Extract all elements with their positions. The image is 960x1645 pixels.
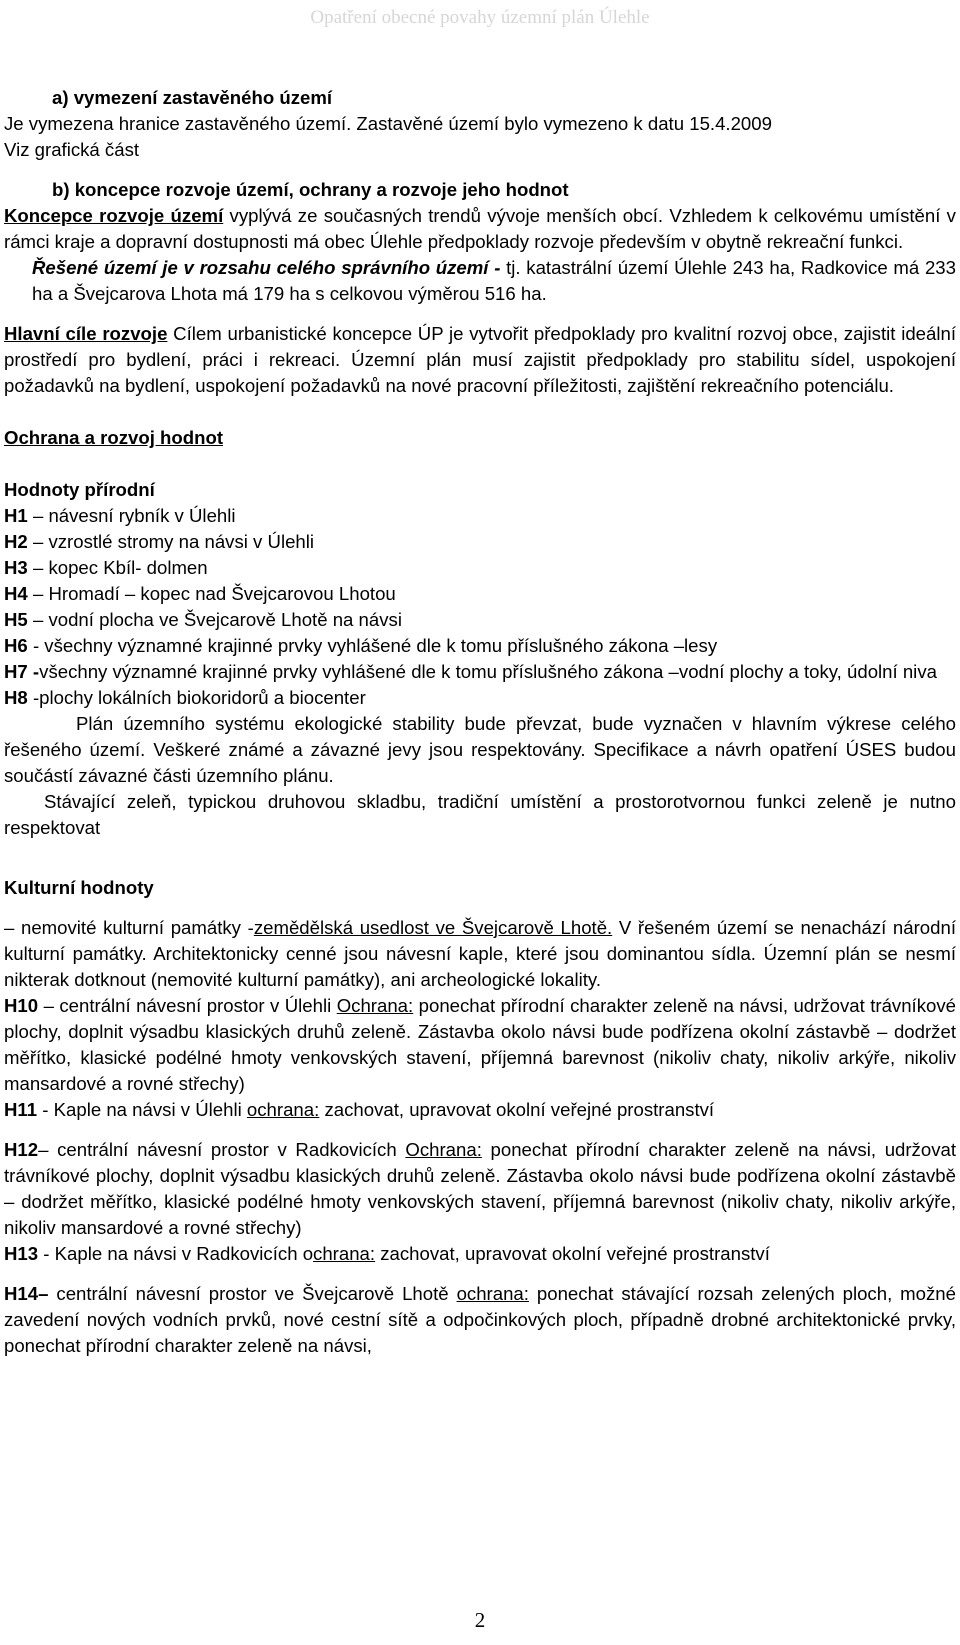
- goals-label: Hlavní cíle rozvoje: [4, 323, 168, 344]
- natural-item-h7: H7 -všechny významné krajinné prvky vyhlášené dle k tomu příslušného zákona –vodní plochy a toky, údolní niva: [4, 661, 937, 682]
- running-header: Opatření obecné povahy územní plán Úlehle: [310, 7, 650, 28]
- section-b-heading: b) koncepce rozvoje území, ochrany a rozvoje jeho hodnot: [52, 179, 569, 200]
- values-heading: Ochrana a rozvoj hodnot: [4, 427, 224, 448]
- cultural-item-h14: H14– centrální návesní prostor ve Švejcarově Lhotě ochrana: ponechat stávající rozsah zelených ploch, možné zavedení nových vodních prvků, nové cestní sítě a odpočinkových ploch, případně drobné architektonické prvky, ponechat přírodní charakter zeleně na návsi,: [4, 1283, 956, 1356]
- cultural-item-h12: H12– centrální návesní prostor v Radkovicích Ochrana: ponechat přírodní charakter zeleně na návsi, udržovat trávníkové plochy, doplnit výsadbu klasických druhů zeleně. Zástavba okolo návsi bude podřízena okolní zástavbě – dodržet měřítko, klasické podélné hmoty venkovských stavení, příjemná barevnost (nikoliv chaty, nikoliv arkýře, nikoliv mansardové a rovné střechy): [4, 1139, 957, 1238]
- area-text: tj. katastrální území Úlehle 243 ha, Radkovice má 233 ha a Švejcarova Lhota má 179 ha s celkovou výměrou 516 ha.: [32, 257, 956, 304]
- cultural-item-h13: H13 - Kaple na návsi v Radkovicích ochrana: zachovat, upravovat okolní veřejné prostranství: [4, 1243, 770, 1264]
- section-a-heading: a) vymezení zastavěného území: [52, 87, 333, 108]
- goals-paragraph: [4, 321, 956, 399]
- section-a-graphic-ref: Viz grafická část: [4, 139, 140, 160]
- concept-text: vyplývá ze současných trendů vývoje menších obcí. Vzhledem k celkovému umístění v rámci kraje a dopravní dostupnosti má obec Úlehle předpoklady rozvoje především v obytně rekreační funkci.: [4, 205, 956, 252]
- concept-paragraph: [4, 203, 956, 255]
- page-number: 2: [474, 1608, 486, 1632]
- natural-values-heading: Hodnoty přírodní: [4, 479, 155, 500]
- monument-link: zemědělská usedlost ve Švejcarově Lhotě.: [253, 917, 613, 938]
- natural-item-h4: H4 – Hromadí – kopec nad Švejcarovou Lhotou: [4, 583, 396, 604]
- uses-paragraph: Plán územního systému ekologické stability bude převzat, bude vyznačen v hlavním výkrese celého řešeného území. Veškeré známé a závazné jevy jsou respektovány. Specifikace a návrh opatření ÚSES budou součástí závazné části územního plánu.: [4, 713, 956, 786]
- cultural-intro: – nemovité kulturní památky -zemědělská usedlost ve Švejcarově Lhotě. V řešeném území se nenachází národní kulturní památky. Architektonicky cenné jsou návesní kaple, které jsou dominantou sídla. Územní plán se nesmí nikterak dotknout (nemovité kulturní památky), ani archeologické lokality.: [4, 917, 956, 990]
- section-a-text: Je vymezena hranice zastavěného území. Zastavěné území bylo vymezeno k datu 15.4.2009: [4, 113, 772, 134]
- concept-label: Koncepce rozvoje území: [4, 205, 224, 226]
- cultural-values-heading: Kulturní hodnoty: [4, 877, 154, 898]
- natural-item-h2: H2 – vzrostlé stromy na návsi v Úlehli: [4, 531, 315, 552]
- greenery-paragraph: Stávající zeleň, typickou druhovou skladbu, tradiční umístění a prostorotvornou funkci zeleně je nutno respektovat: [4, 791, 956, 838]
- area-label: Řešené území je v rozsahu celého správního území -: [32, 257, 501, 278]
- natural-item-h8: H8 -plochy lokálních biokoridorů a biocenter: [4, 687, 366, 708]
- area-paragraph: [4, 255, 956, 307]
- natural-item-h3: H3 – kopec Kbíl- dolmen: [4, 557, 208, 578]
- cultural-item-h10: H10 – centrální návesní prostor v Úlehli Ochrana: ponechat přírodní charakter zeleně na návsi, udržovat trávníkové plochy, doplnit výsadbu klasických druhů zeleně. Zástavba okolo návsi bude podřízena okolní zástavbě – dodržet měřítko, klasické podélné hmoty venkovských stavení, příjemná barevnost (nikoliv chaty, nikoliv arkýře, nikoliv mansardové a rovné střechy): [4, 995, 956, 1094]
- cultural-item-h11: H11 - Kaple na návsi v Úlehli ochrana: zachovat, upravovat okolní veřejné prostranství: [4, 1099, 715, 1120]
- natural-item-h6: H6 - všechny významné krajinné prvky vyhlášené dle k tomu příslušného zákona –lesy: [4, 635, 718, 656]
- goals-text: Cílem urbanistické koncepce ÚP je vytvořit předpoklady pro kvalitní rozvoj obce, zajistit ideální prostředí pro bydlení, práci i rekreaci. Územní plán musí zajistit předpoklady pro stabilitu sídel, uspokojení požadavků na bydlení, uspokojení požadavků na nové pracovní příležitosti, zajištění rekreačního potenciálu.: [4, 323, 956, 396]
- document-page: [4, 85, 956, 1359]
- natural-item-h1: H1 – návesní rybník v Úlehli: [4, 505, 236, 526]
- natural-item-h5: H5 – vodní plocha ve Švejcarově Lhotě na návsi: [4, 609, 402, 630]
